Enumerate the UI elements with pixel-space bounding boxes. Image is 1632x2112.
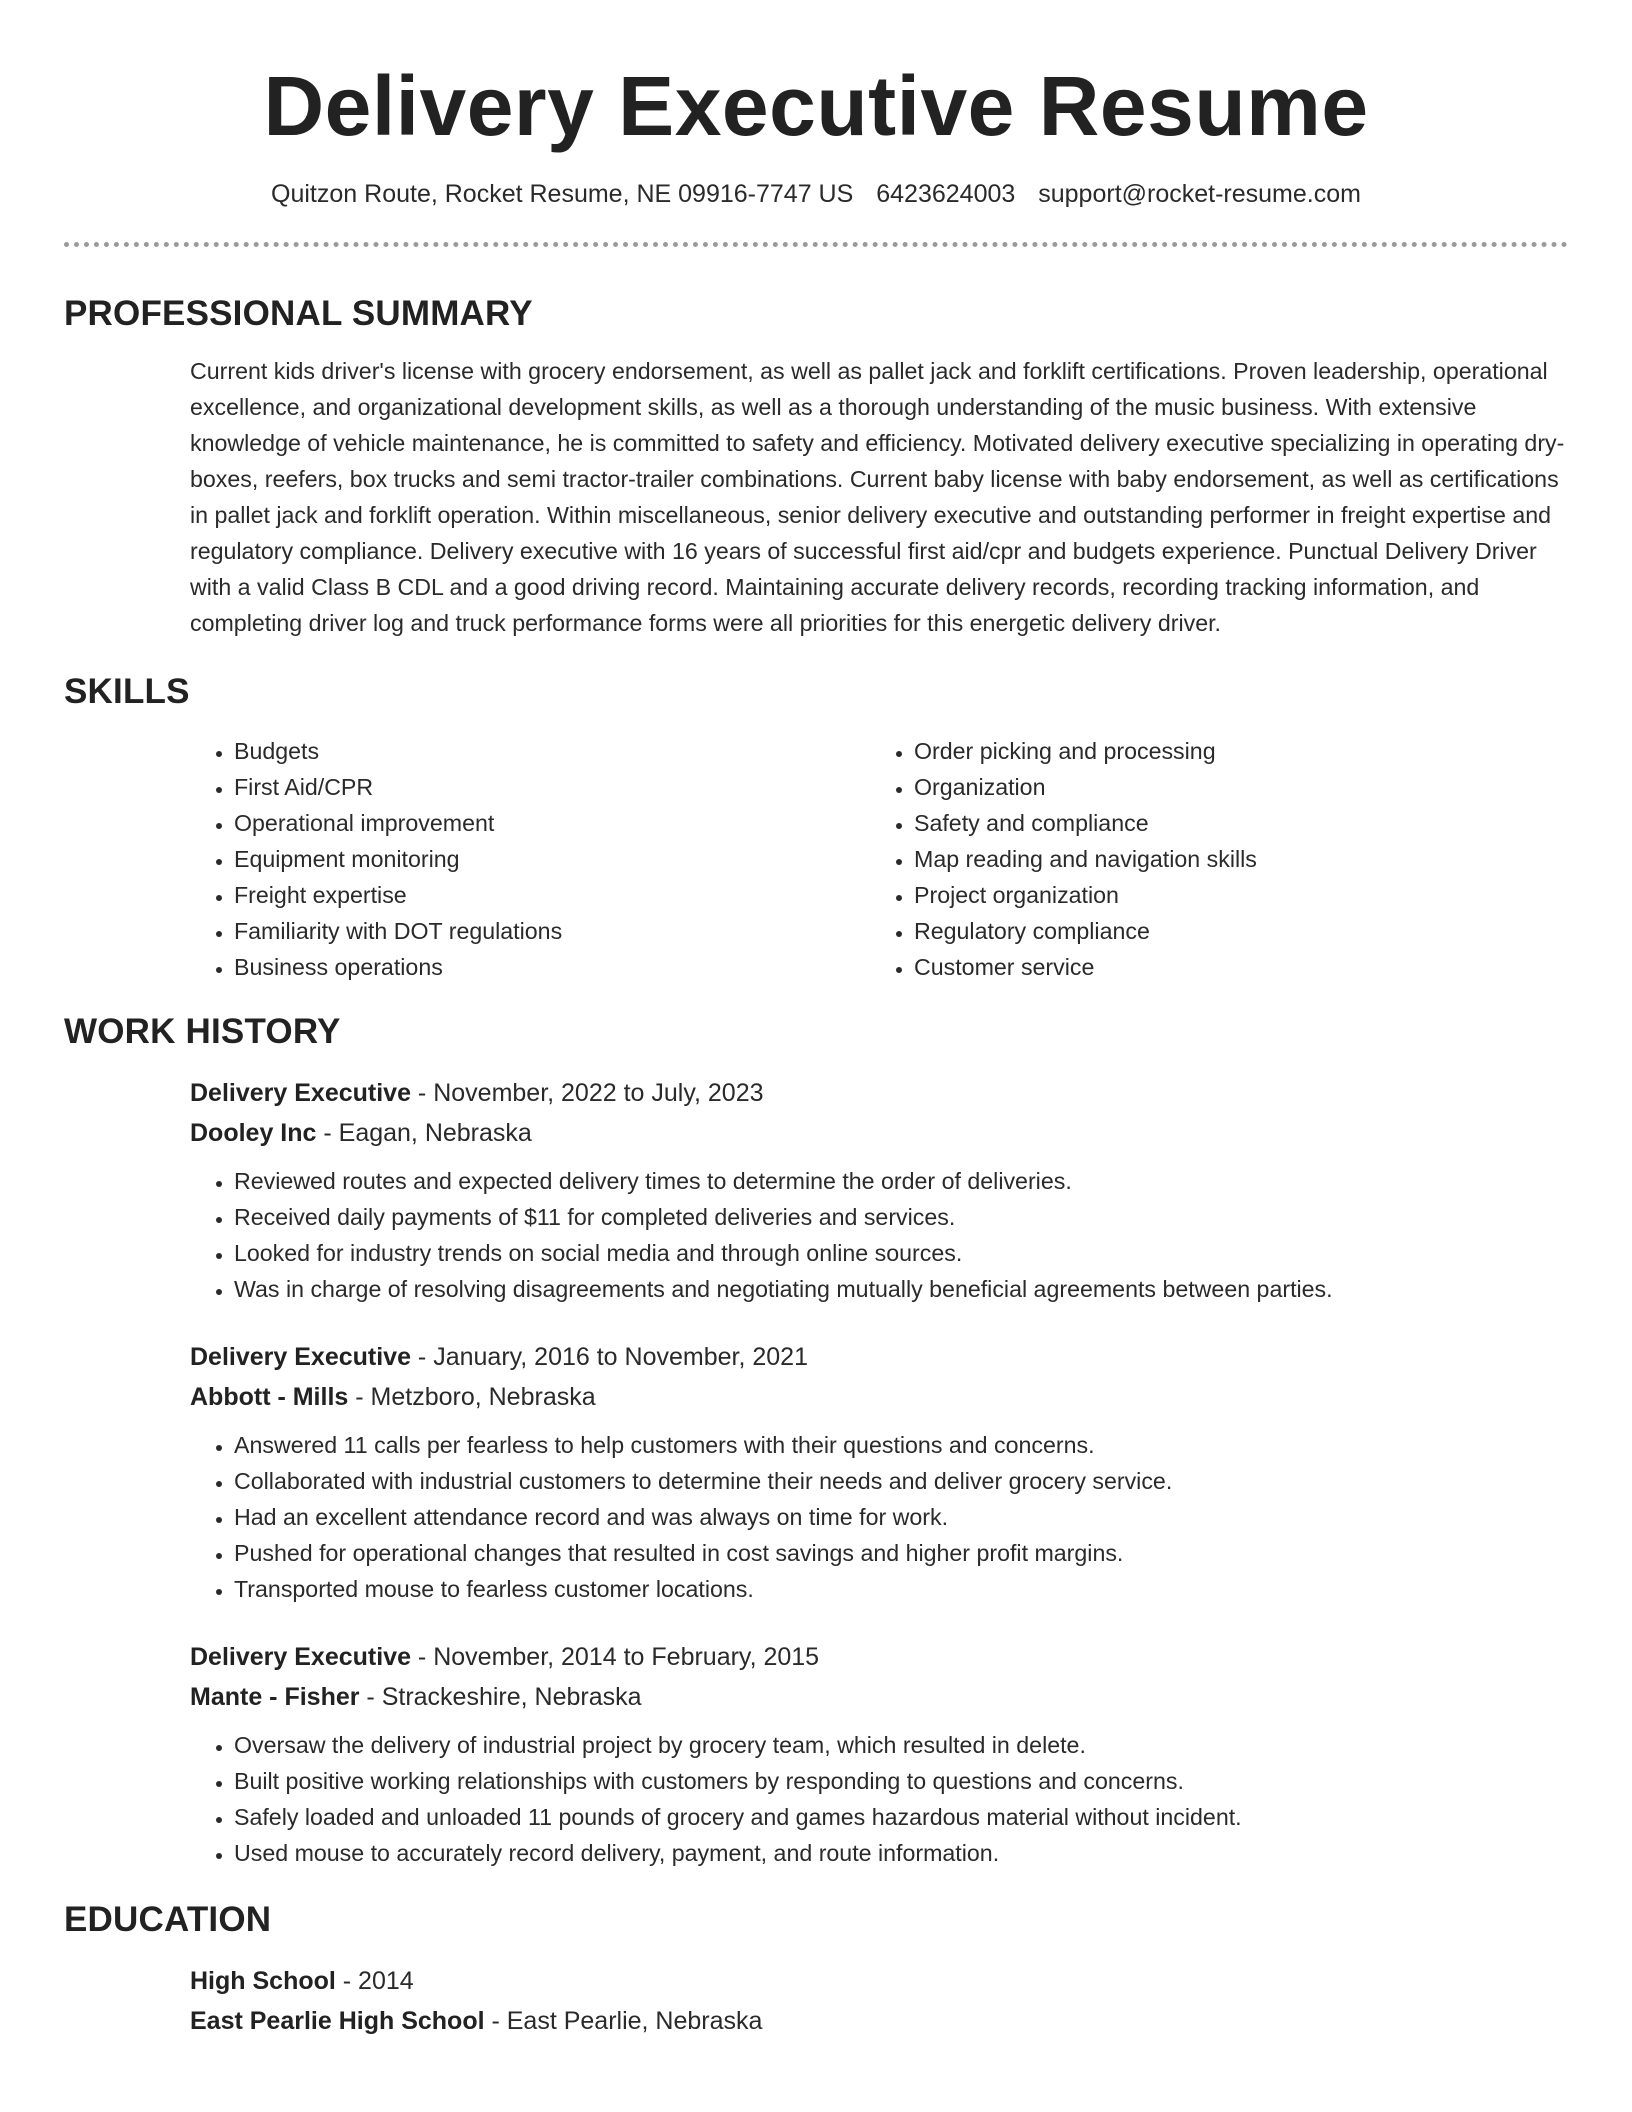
- job-role: Delivery Executive: [190, 1643, 411, 1671]
- job-title-line: [190, 1337, 1568, 1377]
- skill-item: • Business operations: [234, 949, 870, 985]
- summary-heading: PROFESSIONAL SUMMARY: [64, 294, 533, 333]
- job-title-line: [190, 1073, 1568, 1113]
- job-company: Dooley Inc: [190, 1119, 317, 1147]
- skills-heading: SKILLS: [64, 672, 190, 711]
- job-bullet: • Had an excellent attendance record and was always on time for work.: [234, 1499, 1568, 1535]
- job-entry: [190, 1073, 1568, 1307]
- job-location: - Strackeshire, Nebraska: [359, 1683, 642, 1711]
- job-entry: [190, 1637, 1568, 1871]
- summary-text: Current kids driver's license with grocery endorsement, as well as pallet jack and forklift certifications. Proven leadership, operational excellence, and organizational development skills, as well as a thorough understanding of the music business. With extensive knowledge of vehicle maintenance, he is committed to safety and efficiency. Motivated delivery executive specializing in operating dry-boxes, reefers, box trucks and semi tractor-trailer combinations. Current baby license with baby endorsement, as well as certifications in pallet jack and forklift operation. Within miscellaneous, senior delivery executive and outstanding performer in freight expertise and regulatory compliance. Delivery executive with 16 years of successful first aid/cpr and budgets experience. Punctual Delivery Driver with a valid Class B CDL and a good driving record. Maintaining accurate delivery records, recording tracking information, and completing driver log and truck performance forms were all priorities for this energetic delivery driver.: [190, 358, 1565, 636]
- job-bullet: • Answered 11 calls per fearless to help customers with their questions and concerns.: [234, 1427, 1568, 1463]
- job-company-line: [190, 1113, 1568, 1153]
- job-title-line: [190, 1637, 1568, 1677]
- resume-page: [64, 0, 1568, 2112]
- skill-item: • Safety and compliance: [914, 805, 1550, 841]
- job-bullet: • Oversaw the delivery of industrial project by grocery team, which resulted in delete.: [234, 1727, 1568, 1763]
- job-bullets: [190, 1727, 1568, 1871]
- job-role: Delivery Executive: [190, 1079, 411, 1107]
- skill-item: • Equipment monitoring: [234, 841, 870, 877]
- job-bullet: • Received daily payments of $11 for completed deliveries and services.: [234, 1199, 1568, 1235]
- skill-item: • Budgets: [234, 733, 870, 769]
- job-company: Abbott - Mills: [190, 1383, 349, 1411]
- education-degree-line: [190, 1961, 1568, 2001]
- job-dates: - November, 2014 to February, 2015: [410, 1643, 820, 1671]
- skill-item: • Order picking and processing: [914, 733, 1550, 769]
- education-location: - East Pearlie, Nebraska: [484, 2007, 763, 2035]
- job-dates: - January, 2016 to November, 2021: [410, 1343, 808, 1371]
- job-bullet: • Reviewed routes and expected delivery times to determine the order of deliveries.: [234, 1163, 1568, 1199]
- skill-item: • Customer service: [914, 949, 1550, 985]
- skills-grid: [190, 733, 1568, 985]
- job-location: - Eagan, Nebraska: [316, 1119, 532, 1147]
- job-role: Delivery Executive: [190, 1343, 411, 1371]
- skill-item: • Map reading and navigation skills: [914, 841, 1550, 877]
- skills-list-right: [870, 733, 1550, 985]
- skill-item: • Organization: [914, 769, 1550, 805]
- job-company-line: [190, 1677, 1568, 1717]
- header-divider: [64, 242, 1568, 247]
- contact-phone: 6423624003: [876, 180, 1016, 208]
- job-bullets: [190, 1427, 1568, 1607]
- job-bullets: [190, 1163, 1568, 1307]
- job-bullet: • Was in charge of resolving disagreements and negotiating mutually beneficial agreements between parties.: [234, 1271, 1568, 1307]
- contact-email: support@rocket-resume.com: [1038, 180, 1361, 208]
- skill-item: • Operational improvement: [234, 805, 870, 841]
- skill-item: • Project organization: [914, 877, 1550, 913]
- job-location: - Metzboro, Nebraska: [348, 1383, 596, 1411]
- contact-address: Quitzon Route, Rocket Resume, NE 09916-7747 US: [271, 180, 854, 208]
- job-entry: [190, 1337, 1568, 1607]
- job-dates: - November, 2022 to July, 2023: [410, 1079, 764, 1107]
- job-bullet: • Built positive working relationships with customers by responding to questions and concerns.: [234, 1763, 1568, 1799]
- job-bullet: • Pushed for operational changes that resulted in cost savings and higher profit margins.: [234, 1535, 1568, 1571]
- education-entry: [190, 1961, 1568, 2041]
- education-heading: EDUCATION: [64, 1900, 272, 1939]
- skills-list-left: [190, 733, 870, 985]
- skill-item: • Regulatory compliance: [914, 913, 1550, 949]
- job-company-line: [190, 1377, 1568, 1417]
- education-degree: High School: [190, 1967, 336, 1995]
- job-bullet: • Collaborated with industrial customers to determine their needs and deliver grocery service.: [234, 1463, 1568, 1499]
- resume-title: Delivery Executive Resume: [263, 59, 1369, 153]
- skills-column-right: [870, 733, 1550, 985]
- work-history-heading: WORK HISTORY: [64, 1012, 341, 1051]
- skill-item: • First Aid/CPR: [234, 769, 870, 805]
- skill-item: • Familiarity with DOT regulations: [234, 913, 870, 949]
- education-school-line: [190, 2001, 1568, 2041]
- skills-column-left: [190, 733, 870, 985]
- job-company: Mante - Fisher: [190, 1683, 360, 1711]
- skill-item: • Freight expertise: [234, 877, 870, 913]
- job-bullet: • Used mouse to accurately record delivery, payment, and route information.: [234, 1835, 1568, 1871]
- contact-line: [64, 178, 1568, 210]
- education-school: East Pearlie High School: [190, 2007, 485, 2035]
- education-year: - 2014: [335, 1967, 414, 1995]
- job-bullet: • Safely loaded and unloaded 11 pounds of grocery and games hazardous material without incident.: [234, 1799, 1568, 1835]
- job-bullet: • Transported mouse to fearless customer locations.: [234, 1571, 1568, 1607]
- job-bullet: • Looked for industry trends on social media and through online sources.: [234, 1235, 1568, 1271]
